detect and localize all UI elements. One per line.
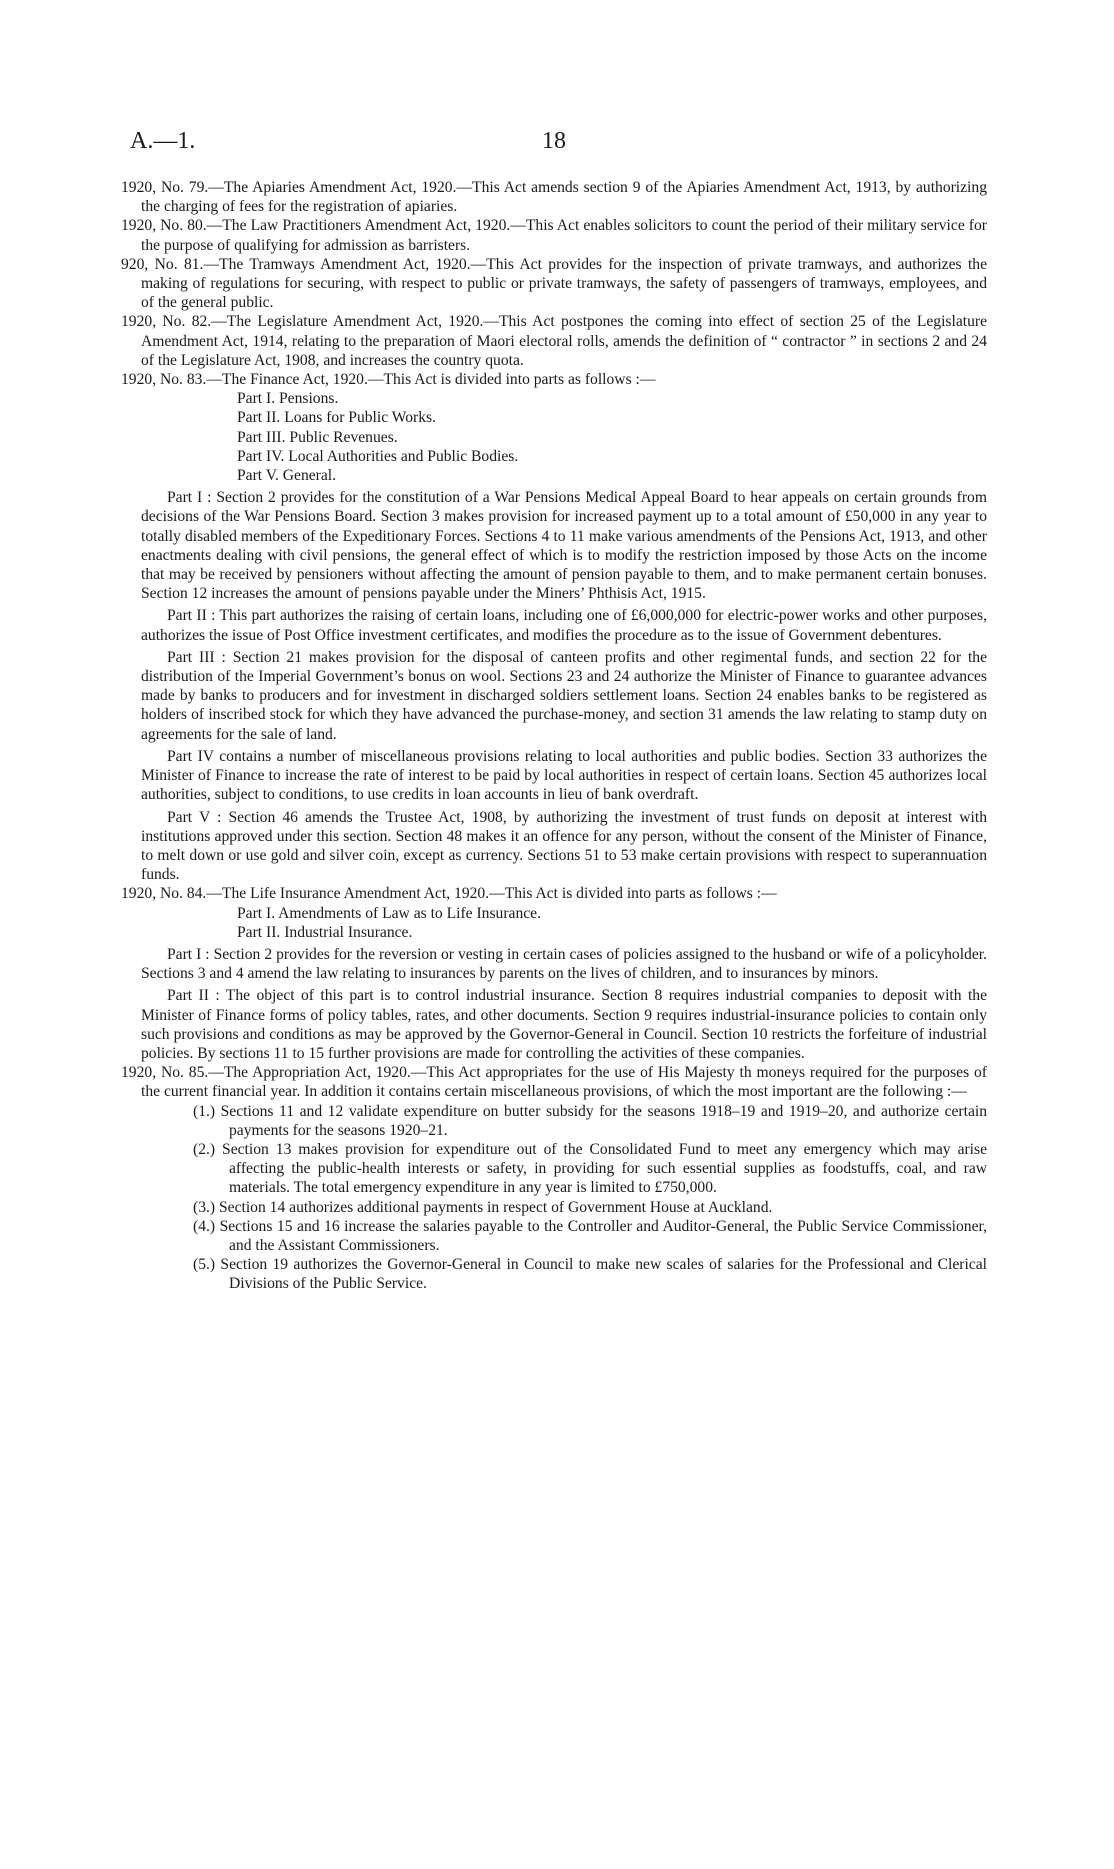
act-entry-79: 1920, No. 79.—The Apiaries Amendment Act, 1920.—This Act amends section 9 of the Apiaries Amendment Act, 1913, by authorizing the charging of fees for the registration of apiaries.: [121, 179, 987, 216]
part-list-item: Part I. Pensions.: [237, 390, 339, 408]
finance-part-4-paragraph: Part IV contains a number of miscellaneous provisions relating to local authorities and public bodies. Section 33 authorizes the Minister of Finance to increase the rate of interest to be paid by local authorities in respect of certain loans. Section 45 authorizes local authorities, subject to conditions, to use credits in loan accounts in lieu of bank overdraft.: [141, 747, 987, 804]
act-entry-83: 1920, No. 83.—The Finance Act, 1920.—This Act is divided into parts as follows :—: [121, 371, 656, 389]
finance-part-1-paragraph: Part I : Section 2 provides for the constitution of a War Pensions Medical Appeal Board to hear appeals on certain grounds from decisions of the War Pensions Board. Section 3 makes provision for increased payment up to a total amount of £50,000 in any year to totally disabled members of the Expeditionary Forces. Sections 4 to 11 make various amendments of the Pensions Act, 1913, and other enactments dealing with civil pensions, the general effect of which is to modify the restriction imposed by those Acts on the income that may be received by pensioners without affecting the amount of pension payable to them, and to make permanent certain bonuses. Section 12 increases the amount of pensions payable under the Miners’ Phthisis Act, 1915.: [141, 489, 987, 603]
part-list-item: Part I. Amendments of Law as to Life Insurance.: [237, 904, 541, 922]
numbered-item: (2.) Section 13 makes provision for expenditure out of the Consolidated Fund to meet any emergency which may arise affecting the public-health interests or safety, in providing for such essential supplies as foodstuffs, coal, and raw materials. The total emergency expenditure in any year is limited to £750,000.: [193, 1140, 987, 1197]
life-insurance-part-2-paragraph: Part II : The object of this part is to control industrial insurance. Section 8 requires industrial companies to deposit with the Minister of Finance forms of policy tables, rates, and other documents. Section 9 requires industrial-insurance policies to contain only such provisions and conditions as may be approved by the Governor-General in Council. Section 10 restricts the forfeiture of industrial policies. By sections 11 to 15 further provisions are made for controlling the activities of these companies.: [141, 987, 987, 1062]
act-entry-80: 1920, No. 80.—The Law Practitioners Amendment Act, 1920.—This Act enables solicitors to count the period of their military service for the purpose of qualifying for admission as barristers.: [121, 217, 987, 254]
finance-part-3-paragraph: Part III : Section 21 makes provision for the disposal of canteen profits and other regimental funds, and section 22 for the distribution of the Imperial Government’s bonus on wool. Sections 23 and 24 authorize the Minister of Finance to guarantee advances made by banks to producers and for investment in discharged soldiers settlement loans. Section 24 enables banks to be registered as holders of inscribed stock for which they have advanced the purchase-money, and section 31 amends the law relating to stamp duty on agreements for the sale of land.: [141, 648, 987, 743]
act-entry-84: 1920, No. 84.—The Life Insurance Amendment Act, 1920.—This Act is divided into parts as follows :—: [121, 885, 777, 903]
act-entry-81: 920, No. 81.—The Tramways Amendment Act, 1920.—This Act provides for the inspection of private tramways, and authorizes the making of regulations for securing, with respect to public or private tramways, the safety of passengers of tramways, employees, and of the general public.: [121, 255, 987, 312]
appropriation-provisions-list: [193, 1102, 987, 1294]
numbered-item: (4.) Sections 15 and 16 increase the salaries payable to the Controller and Auditor-General, the Public Service Commissioner, and the Assistant Commissioners.: [193, 1217, 987, 1254]
act-entry-82: 1920, No. 82.—The Legislature Amendment Act, 1920.—This Act postpones the coming into effect of section 25 of the Legislature Amendment Act, 1914, relating to the preparation of Maori electoral rolls, amends the definition of “ contractor ” in sections 2 and 24 of the Legislature Act, 1908, and increases the country quota.: [121, 313, 987, 369]
life-insurance-parts-list: [237, 904, 987, 942]
part-list-item: Part III. Public Revenues.: [237, 428, 398, 446]
finance-act-parts-list: [237, 389, 987, 485]
part-list-item: Part II. Industrial Insurance.: [237, 923, 413, 941]
finance-part-5-paragraph: Part V : Section 46 amends the Trustee Act, 1908, by authorizing the investment of trust funds on deposit at interest with institutions approved under this section. Section 48 makes it an offence for any person, without the consent of the Minister of Finance, to melt down or use gold and silver coin, except as currency. Sections 51 to 53 make certain provisions with respect to superannuation funds.: [141, 808, 987, 884]
act-entry-85: 1920, No. 85.—The Appropriation Act, 1920.—This Act appropriates for the use of His Majesty th moneys required for the purposes of the current financial year. In addition it contains certain miscellaneous provisions, of which the most important are the following :—: [121, 1064, 987, 1101]
document-body: [121, 178, 987, 1294]
page-number: 18: [542, 128, 566, 154]
part-list-item: Part V. General.: [237, 467, 337, 485]
document-code: A.—1.: [130, 128, 196, 154]
numbered-item: (3.) Section 14 authorizes additional payments in respect of Government House at Auckland.: [193, 1198, 773, 1216]
numbered-item: (1.) Sections 11 and 12 validate expenditure on butter subsidy for the seasons 1918–19 and 1919–20, and authorize certain payments for the seasons 1920–21.: [193, 1102, 987, 1139]
part-list-item: Part II. Loans for Public Works.: [237, 409, 436, 427]
numbered-item: (5.) Section 19 authorizes the Governor-General in Council to make new scales of salaries for the Professional and Clerical Divisions of the Public Service.: [193, 1256, 987, 1293]
finance-part-2-paragraph: Part II : This part authorizes the raising of certain loans, including one of £6,000,000 for electric-power works and other purposes, authorizes the issue of Post Office investment certificates, and modifies the procedure as to the issue of Government debentures.: [141, 607, 987, 644]
part-list-item: Part IV. Local Authorities and Public Bodies.: [237, 447, 519, 465]
life-insurance-part-1-paragraph: Part I : Section 2 provides for the reversion or vesting in certain cases of policies assigned to the husband or wife of a policyholder. Sections 3 and 4 amend the law relating to insurances by parents on the lives of children, and to insurances by minors.: [141, 945, 987, 983]
